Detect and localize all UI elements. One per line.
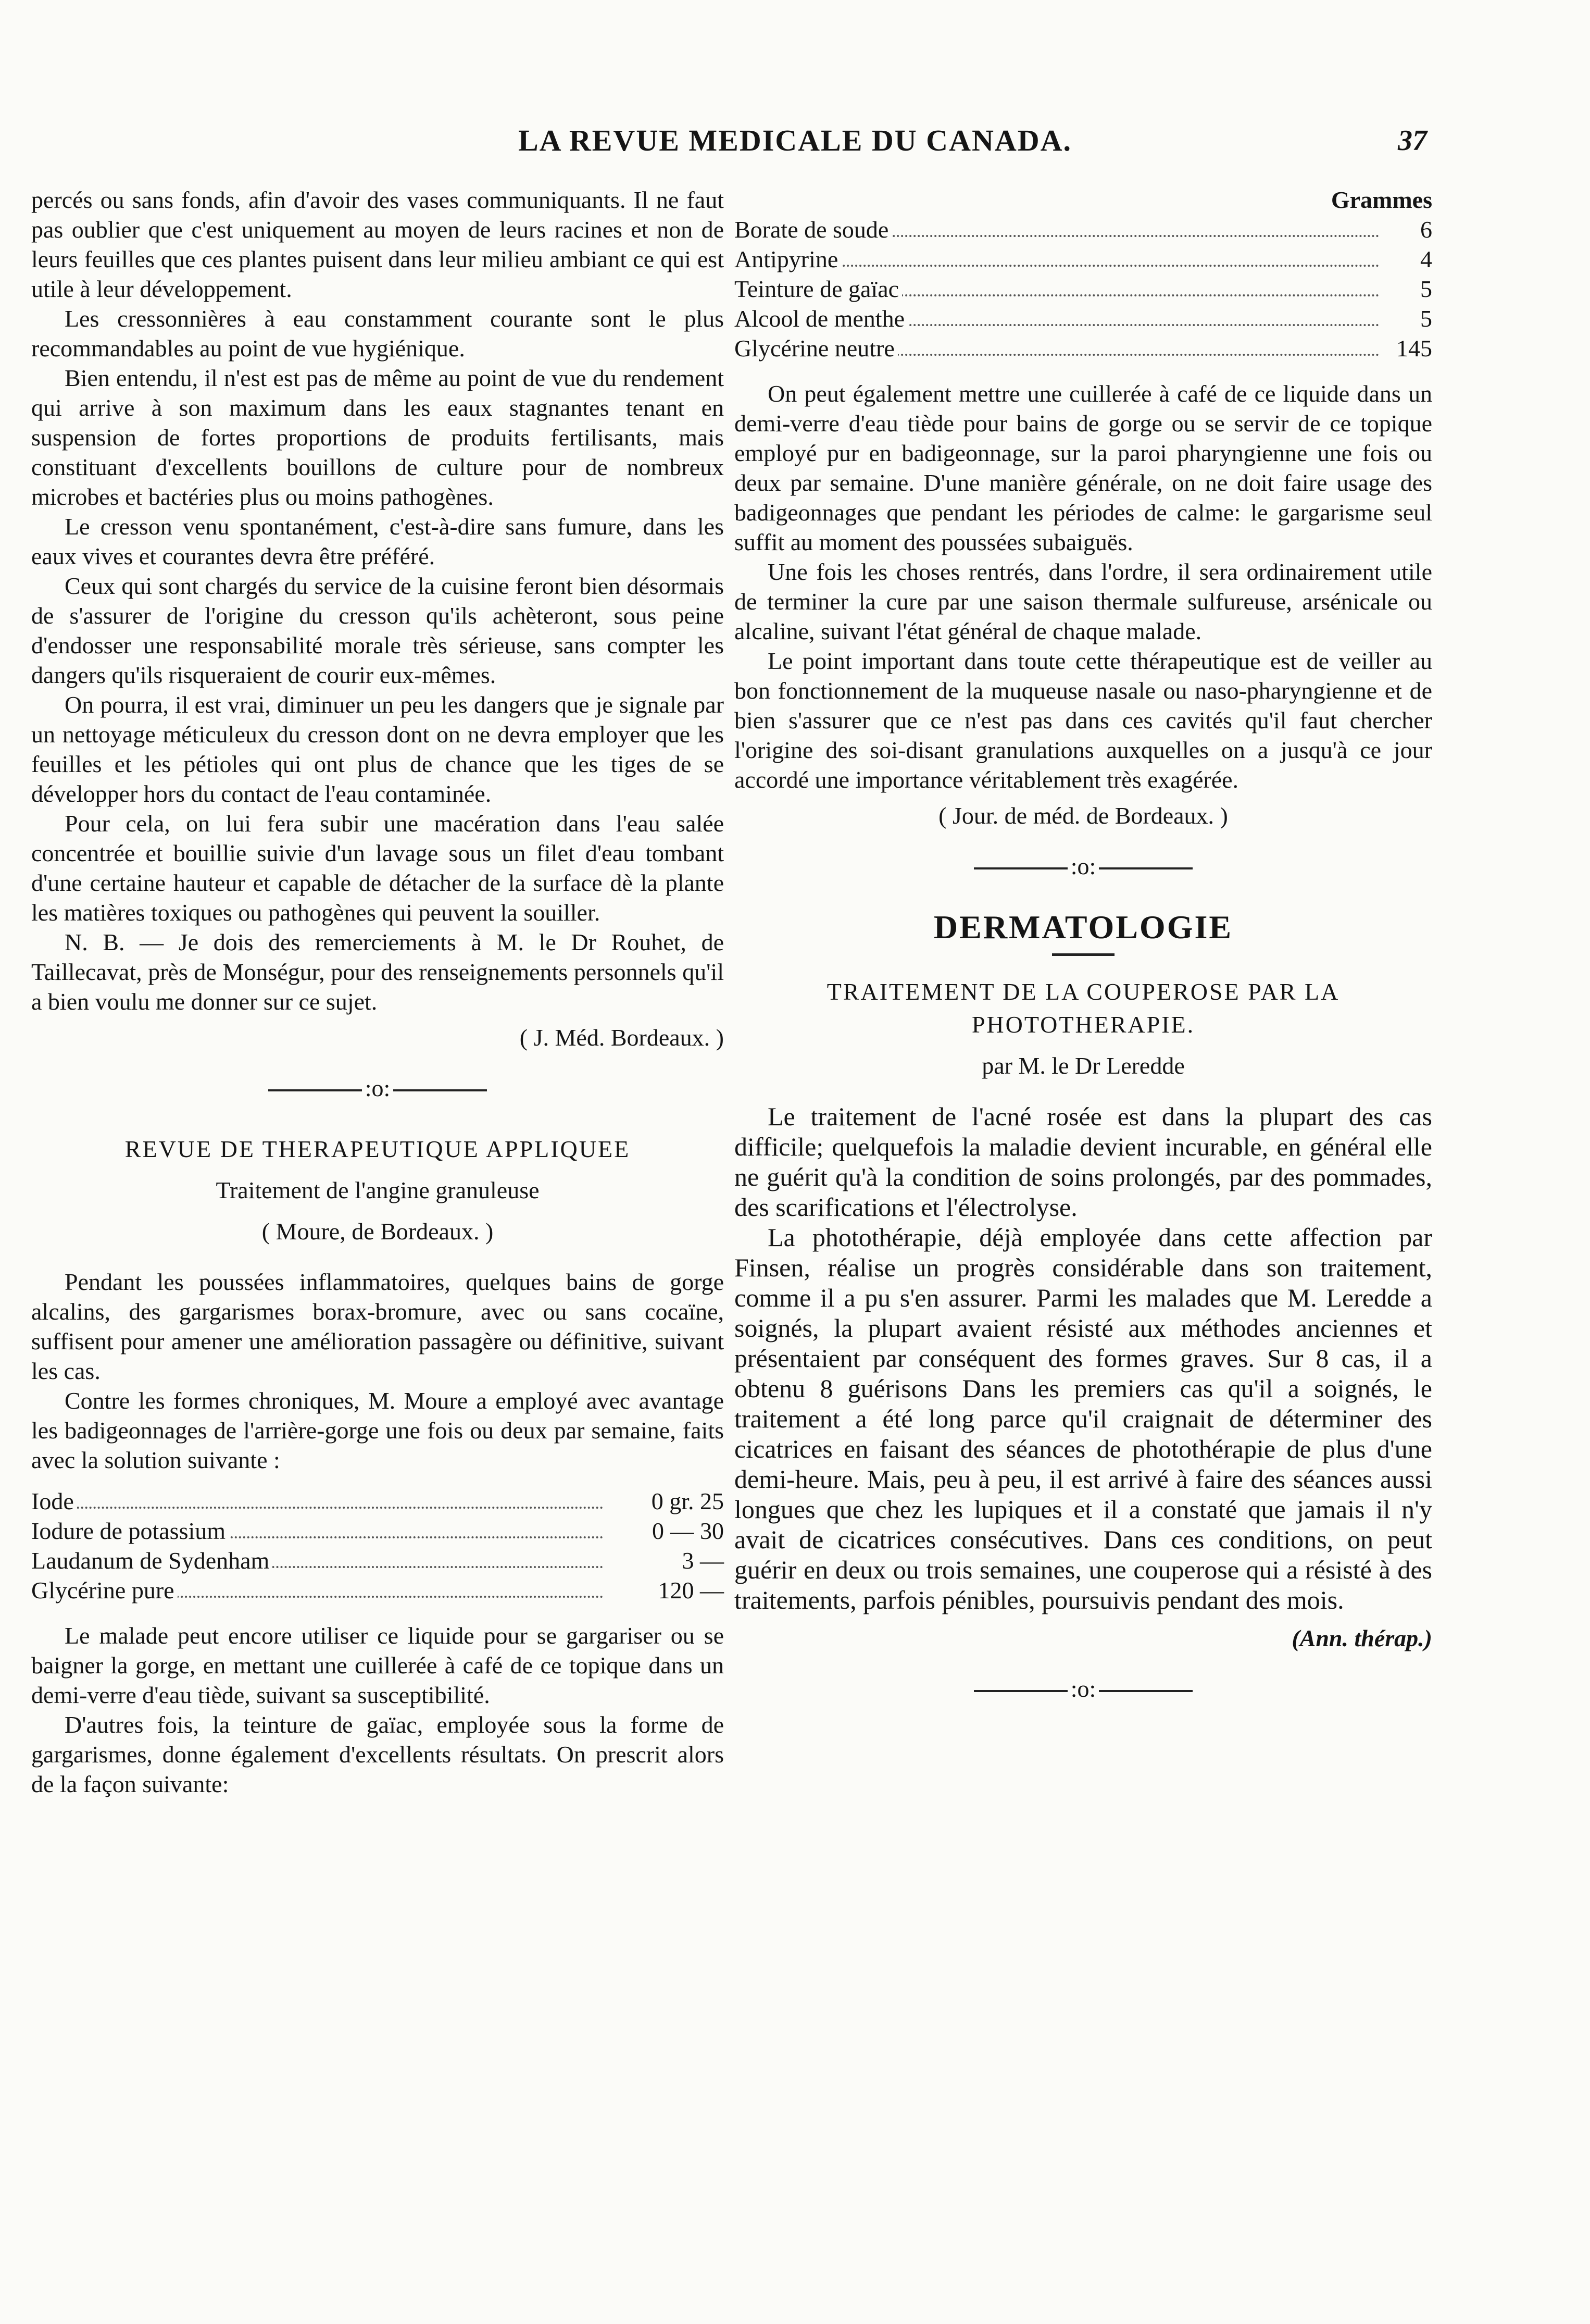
article-author: ( Moure, de Bordeaux. ) [261, 1218, 494, 1245]
paragraph: Les cressonnières à eau constamment courante sont le plus recommandables au point de vue hygiénique. [31, 305, 724, 362]
paragraph: On pourra, il est vrai, diminuer un peu les dangers que je signale par un nettoyage méticuleux du cresson dont on ne devra employer que les feuilles et les pétioles qui ont plus de chance que les tiges de se développer hors du contact de l'eau contaminée. [31, 691, 724, 807]
section-divider: :o: [734, 851, 1432, 881]
prescription-row: Glycérine neutre 145 [734, 333, 1432, 363]
article-author: par M. le Dr Leredde [982, 1052, 1185, 1079]
paragraph: percés ou sans fonds, afin d'avoir des vases communiquants. Il ne faut pas oublier que c'est uniquement au moyen de leurs racines et non de leurs feuilles que ces plantes puisent dans leur milieu ambiant ce qui est utile à leur développement. [31, 187, 724, 302]
article-title-line-2: PHOTOTHERAPIE. [971, 1011, 1195, 1038]
prescription-row: Iode 0 gr. 25 [31, 1486, 724, 1516]
article-body [734, 1101, 1432, 1615]
section-divider: :o: [734, 1674, 1432, 1704]
paragraph: Le malade peut encore utiliser ce liquide pour se gargariser ou se baigner la gorge, en mettant une cuillerée à café de ce topique dans un demi-verre d'eau tiède, suivant sa susceptibilité. [31, 1622, 724, 1708]
prescription-row: Iodure de potassium 0 — 30 [31, 1516, 724, 1546]
prescription-table [31, 1486, 724, 1605]
prescription-row: Borate de soude 6 [734, 215, 1432, 244]
prescription-row: Antipyrine 4 [734, 244, 1432, 274]
prescription-table [734, 215, 1432, 363]
prescription-row: Teinture de gaïac 5 [734, 274, 1432, 304]
prescription-row: Laudanum de Sydenham 3 — [31, 1546, 724, 1575]
paragraph: Pendant les poussées inflammatoires, quelques bains de gorge alcalins, des gargarismes borax-bromure, avec ou sans cocaïne, suffisent pour amener une amélioration passagère ou définitive, suivant les cas. [31, 1269, 724, 1384]
source-citation: ( Jour. de méd. de Bordeaux. ) [938, 802, 1228, 829]
paragraph: Contre les formes chroniques, M. Moure a employé avec avantage les badigeonnages de l'arrière-gorge une fois ou deux par semaine, faits avec la solution suivante : [31, 1387, 724, 1473]
paragraph: Ceux qui sont chargés du service de la cuisine feront bien désormais de s'assurer de l'origine du cresson qu'ils achèteront, sous peine d'endosser une responsabilité morale très sérieuse, sans compter les dangers qu'ils risqueraient de courir eux-mêmes. [31, 573, 724, 688]
section-title: DERMATOLOGIE [933, 909, 1233, 946]
article-title: Traitement de l'angine granuleuse [216, 1177, 540, 1203]
source-citation: ( J. Méd. Bordeaux. ) [519, 1024, 724, 1051]
left-column [31, 185, 724, 1799]
paragraph: D'autres fois, la teinture de gaïac, employée sous la forme de gargarismes, donne également d'excellents résultats. On prescrit alors de la façon suivante: [31, 1711, 724, 1797]
source-citation: (Ann. thérap.) [1292, 1625, 1432, 1651]
paragraph: Une fois les choses rentrés, dans l'ordre, il sera ordinairement utile de terminer la cure par une saison thermale sulfureuse, arsénicale ou alcaline, suivant l'état général de chaque malade. [734, 558, 1432, 644]
paragraph: On peut également mettre une cuillerée à café de ce liquide dans un demi-verre d'eau tiède pour bains de gorge ou se servir de ce topique employé pur en badigeonnage, sur la paroi pharyngienne une fois ou deux par semaine. D'une manière générale, on ne doit faire usage des badigeonnages que pendant les périodes de calme: le gargarisme seul suffit au moment des poussées subaiguës. [734, 380, 1432, 555]
paragraph: Pour cela, on lui fera subir une macération dans l'eau salée concentrée et bouillie suivie d'un lavage sous un filet d'eau tombant d'une certaine hauteur et capable de détacher de la surface dè la plante les matières toxiques ou pathogènes qui peuvent la souiller. [31, 810, 724, 926]
title-rule [1052, 953, 1115, 956]
paragraph: Le cresson venu spontanément, c'est-à-dire sans fumure, dans les eaux vives et courantes devra être préféré. [31, 513, 724, 569]
paragraph: Le traitement de l'acné rosée est dans la plupart des cas difficile; quelquefois la maladie devient incurable, en général elle ne guérit qu'à la condition de soins prolongés, par des pommades, des scarifications et l'électrolyse. [734, 1102, 1432, 1222]
prescription-row: Alcool de menthe 5 [734, 304, 1432, 333]
article-title: TRAITEMENT DE LA COUPEROSE PAR LA [827, 978, 1340, 1005]
prescription-row: Glycérine pure 120 — [31, 1575, 724, 1605]
running-header: LA REVUE MEDICALE DU CANADA. [518, 123, 1072, 157]
section-title: REVUE DE THERAPEUTIQUE APPLIQUEE [124, 1136, 631, 1162]
paragraph: Bien entendu, il n'est est pas de même au point de vue du rendement qui arrive à son maximum dans les eaux stagnantes tenant en suspension de fortes proportions de produits fertilisants, mais constituant d'excellents bouillons de culture pour de nombreux microbes et bactéries plus ou moins pathogènes. [31, 365, 724, 510]
units-header: Grammes [1331, 187, 1432, 213]
paragraph: Le point important dans toute cette thérapeutique est de veiller au bon fonctionnement de la muqueuse nasale ou naso-pharyngienne et de bien s'assurer que ce n'est pas dans ces cavités qu'il faut chercher l'origine des soi-disant granulations auxquelles on a jusqu'à ce jour accordé une importance véritablement très exagérée. [734, 648, 1432, 793]
section-divider: :o: [31, 1073, 724, 1103]
paragraph: La photothérapie, déjà employée dans cette affection par Finsen, réalise un progrès considérable dans son traitement, comme il a pu s'en assurer. Parmi les malades que M. Leredde a soignés, la plupart avaient résisté aux méthodes anciennes et présentaient par conséquent des formes graves. Sur 8 cas, il a obtenu 8 guérisons Dans les premiers cas qu'il a soignés, le traitement a été long parce qu'il craignait de déterminer des cicatrices en faisant des séances de photothérapie de plus d'une demi-heure. Mais, peu à peu, il est arrivé à faire des séances aussi longues que chez les lupiques et il a constaté que jamais il n'y avait de cicatrices consécutives. Dans ces conditions, on peut guérir en deux ou trois semaines, une couperose qui a résisté à des traitements, parfois pénibles, poursuivis pendant des mois. [734, 1223, 1432, 1614]
page-number: 37 [1398, 125, 1427, 157]
paragraph: N. B. — Je dois des remerciements à M. le Dr Rouhet, de Taillecavat, près de Monségur, pour des renseignements personnels qu'il a bien voulu me donner sur ce sujet. [31, 929, 724, 1015]
right-column [734, 185, 1432, 1735]
